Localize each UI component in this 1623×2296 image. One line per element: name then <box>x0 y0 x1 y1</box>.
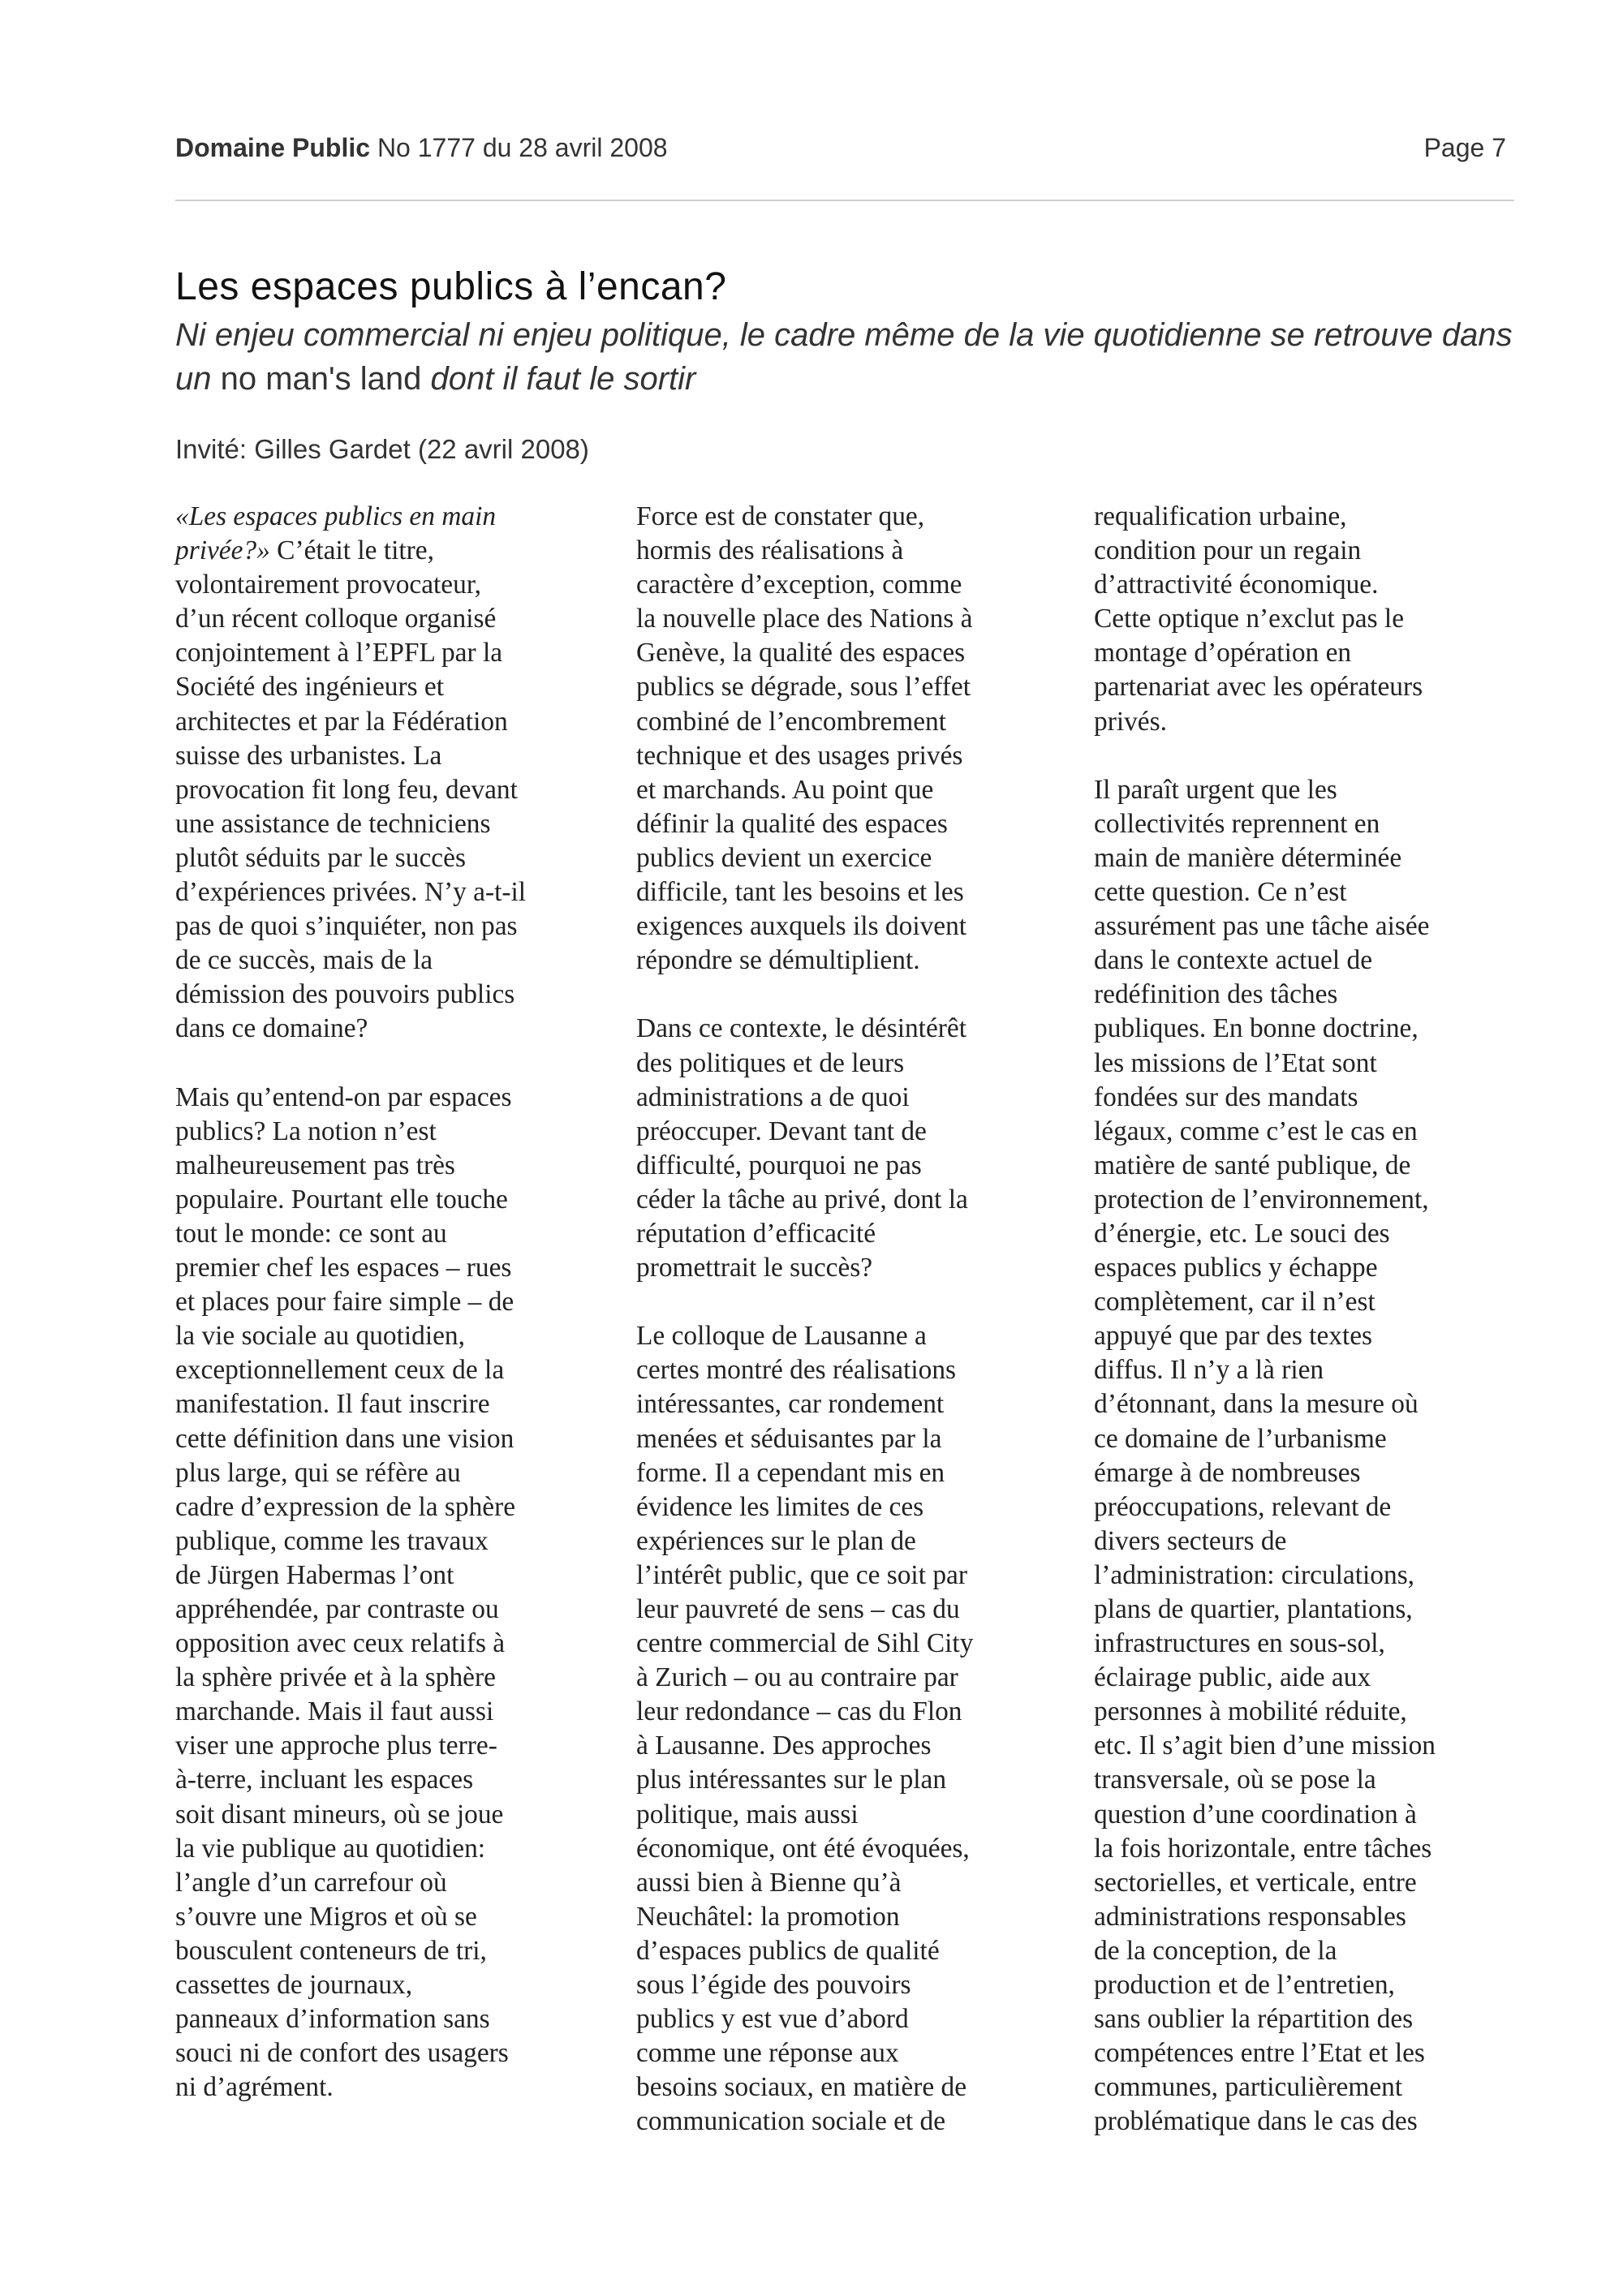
text-line <box>175 534 589 568</box>
text-line: soit disant mineurs, où se joue <box>175 1799 504 1829</box>
text-line: marchande. Mais il faut aussi <box>175 1696 494 1727</box>
paragraph-gap <box>636 1285 1050 1319</box>
text-line: architectes et par la Fédération <box>175 706 508 737</box>
text-line: publics devient un exercice <box>636 842 932 873</box>
text-line: combiné de l’encombrement <box>636 706 946 737</box>
text-line: éclairage public, aide aux <box>1094 1662 1371 1693</box>
text-line: Genève, la qualité des espaces <box>636 638 966 669</box>
text-line: main de manière déterminée <box>1094 842 1402 873</box>
text-line: de Jürgen Habermas l’ont <box>175 1559 454 1590</box>
text-line: démission des pouvoirs publics <box>175 979 515 1010</box>
text-line: besoins sociaux, en matière de <box>636 2072 967 2103</box>
subtitle-part-1: Ni enjeu commercial ni enjeu politique, le cadre même de la vie quotidienne se retrouve dans un <box>175 317 1513 397</box>
text-line: partenariat avec les opérateurs <box>1094 672 1423 703</box>
text-line: l’angle d’un carrefour où <box>175 1867 447 1898</box>
text-line: préoccuper. Devant tant de <box>636 1116 927 1146</box>
text-line: Neuchâtel: la promotion <box>636 1901 900 1932</box>
text-line: à Lausanne. Des approches <box>636 1731 932 1761</box>
text-line: difficulté, pourquoi ne pas <box>636 1150 922 1180</box>
text-line: et marchands. Au point que <box>636 774 934 805</box>
text-line: sans oublier la répartition des <box>1094 2004 1414 2035</box>
text-line: la sphère privée et à la sphère <box>175 1662 496 1693</box>
text-line-rest: C’était le titre, <box>269 535 434 566</box>
text-line: cadre d’expression de la sphère <box>175 1491 516 1522</box>
text-line: promettrait le succès? <box>636 1253 873 1283</box>
text-line: problématique dans le cas des <box>1094 2106 1418 2137</box>
text-line: plus large, qui se réfère au <box>175 1457 461 1488</box>
text-line: «Les espaces publics en main <box>175 501 497 531</box>
text-line: comme une réponse aux <box>636 2038 899 2069</box>
text-line: collectivités reprennent en <box>1094 808 1380 839</box>
text-line: centre commercial de Sihl City <box>636 1628 974 1659</box>
text-line: légaux, comme c’est le cas en <box>1094 1116 1418 1146</box>
page-number: Page 7 <box>1423 133 1506 162</box>
text-line: complètement, car il n’est <box>1094 1287 1375 1318</box>
text-line: l’administration: circulations, <box>1094 1559 1415 1590</box>
paragraph-gap <box>636 978 1050 1012</box>
text-line: ni d’agrément. <box>175 2072 334 2103</box>
text-line: réputation d’efficacité <box>636 1218 876 1249</box>
text-line: leur redondance – cas du Flon <box>636 1696 962 1727</box>
text-line: appuyé que par des textes <box>1094 1321 1373 1352</box>
text-line: technique et des usages privés <box>636 740 963 771</box>
text-line: intéressantes, car rondement <box>636 1389 945 1420</box>
page-header <box>175 133 1514 166</box>
text-line: suisse des urbanistes. La <box>175 740 442 771</box>
text-line: volontairement provocateur, <box>175 570 481 600</box>
text-line: difficile, tant les besoins et les <box>636 877 964 908</box>
text-line: panneaux d’information sans <box>175 2004 490 2035</box>
issue-info: No 1777 du 28 avril 2008 <box>377 133 668 162</box>
header-divider <box>175 200 1514 201</box>
text-line: tout le monde: ce sont au <box>175 1218 447 1249</box>
text-line: aussi bien à Bienne qu’à <box>636 1867 902 1898</box>
text-line: publique, comme les travaux <box>175 1525 489 1556</box>
text-line: montage d’opération en <box>1094 638 1352 669</box>
text-line: d’un récent colloque organisé <box>175 604 497 634</box>
text-line: exigences auxquels ils doivent <box>636 911 967 942</box>
text-line: administrations responsables <box>1094 1901 1406 1932</box>
text-line: une assistance de techniciens <box>175 808 491 839</box>
paragraph <box>636 1012 1050 1285</box>
text-line: provocation fit long feu, devant <box>175 774 518 805</box>
text-line: d’expériences privées. N’y a-t-il <box>175 877 527 908</box>
article-subtitle <box>175 313 1522 401</box>
text-line: espaces publics y échappe <box>1094 1253 1378 1283</box>
text-line: politique, mais aussi <box>636 1799 859 1829</box>
text-line: dans le contexte actuel de <box>1094 945 1373 976</box>
text-line: souci ni de confort des usagers <box>175 2038 509 2069</box>
text-line: pas de quoi s’inquiéter, non pas <box>175 911 518 942</box>
text-line: production et de l’entretien, <box>1094 1970 1395 2001</box>
text-line: plutôt séduits par le succès <box>175 842 466 873</box>
text-column-3 <box>1094 500 1508 2139</box>
text-line: des politiques et de leurs <box>636 1047 905 1078</box>
text-line: Force est de constater que, <box>636 501 925 531</box>
text-line: économique, ont été évoquées, <box>636 1833 970 1864</box>
text-line: à-terre, incluant les espaces <box>175 1765 474 1795</box>
text-line: cette question. Ce n’est <box>1094 877 1347 908</box>
text-line: publics se dégrade, sous l’effet <box>636 672 971 703</box>
text-line: communication sociale et de <box>636 2106 946 2137</box>
text-line: exceptionnellement ceux de la <box>175 1355 505 1386</box>
subtitle-part-2: no man's land <box>211 361 431 397</box>
text-line: communes, particulièrement <box>1094 2072 1403 2103</box>
article-title: Les espaces publics à l’encan? <box>175 265 727 308</box>
text-line: Le colloque de Lausanne a <box>636 1321 927 1352</box>
text-line: requalification urbaine, <box>1094 501 1347 531</box>
text-line: Dans ce contexte, le désintérêt <box>636 1013 966 1044</box>
text-line: personnes à mobilité réduite, <box>1094 1696 1407 1727</box>
text-line: divers secteurs de <box>1094 1525 1287 1556</box>
text-line: d’espaces publics de qualité <box>636 1935 940 1966</box>
text-line: etc. Il s’agit bien d’une mission <box>1094 1731 1436 1761</box>
text-line: Société des ingénieurs et <box>175 672 445 703</box>
article-byline: Invité: Gilles Gardet (22 avril 2008) <box>175 434 589 464</box>
paragraph <box>175 568 589 1046</box>
text-line: viser une approche plus terre- <box>175 1731 497 1761</box>
text-line: sous l’égide des pouvoirs <box>636 1970 911 2001</box>
text-line: infrastructures en sous-sol, <box>1094 1628 1385 1659</box>
text-line: conjointement à l’EPFL par la <box>175 638 503 669</box>
paragraph-gap <box>1094 739 1508 773</box>
text-line: condition pour un regain <box>1094 535 1362 566</box>
paragraph <box>636 1319 1050 2139</box>
text-line: d’étonnant, dans la mesure où <box>1094 1389 1419 1420</box>
text-line-italic: privée?» <box>175 535 270 566</box>
paragraph-gap <box>175 1047 589 1081</box>
text-line: privés. <box>1094 706 1167 737</box>
text-line: de la conception, de la <box>1094 1935 1337 1966</box>
text-line: définir la qualité des espaces <box>636 808 948 839</box>
text-line: compétences entre l’Etat et les <box>1094 2038 1425 2069</box>
text-line: fondées sur des mandats <box>1094 1081 1358 1112</box>
text-line: premier chef les espaces – rues <box>175 1253 512 1283</box>
text-line: la nouvelle place des Nations à <box>636 604 973 634</box>
paragraph <box>1094 500 1508 739</box>
text-line: Mais qu’entend-on par espaces <box>175 1081 512 1112</box>
text-line: question d’une coordination à <box>1094 1799 1417 1829</box>
text-line: évidence les limites de ces <box>636 1491 924 1522</box>
text-line: les missions de l’Etat sont <box>1094 1047 1377 1078</box>
text-line: Cette optique n’exclut pas le <box>1094 604 1405 634</box>
text-column-1 <box>175 500 589 2105</box>
text-line: ce domaine de l’urbanisme <box>1094 1423 1387 1454</box>
text-line: bousculent conteneurs de tri, <box>175 1935 487 1966</box>
text-line: diffus. Il n’y a là rien <box>1094 1355 1324 1386</box>
text-line: de ce succès, mais de la <box>175 945 433 976</box>
text-line: répondre se démultiplient. <box>636 945 920 976</box>
text-line: à Zurich – ou au contraire par <box>636 1662 958 1693</box>
text-line: expériences sur le plan de <box>636 1525 916 1556</box>
text-line: céder la tâche au privé, dont la <box>636 1184 968 1215</box>
paragraph <box>175 1081 589 2105</box>
subtitle-part-3: dont il faut le sortir <box>430 361 696 397</box>
text-line: menées et séduisantes par la <box>636 1423 942 1454</box>
text-line: assurément pas une tâche aisée <box>1094 911 1430 942</box>
text-line: s’ouvre une Migros et où se <box>175 1901 477 1932</box>
text-line: caractère d’exception, comme <box>636 570 962 600</box>
text-line: manifestation. Il faut inscrire <box>175 1389 490 1420</box>
text-line: sectorielles, et verticale, entre <box>1094 1867 1417 1898</box>
text-line: administrations a de quoi <box>636 1081 910 1112</box>
text-line: transversale, où se pose la <box>1094 1765 1376 1795</box>
text-line: cette définition dans une vision <box>175 1423 514 1454</box>
text-line: d’énergie, etc. Le souci des <box>1094 1218 1390 1249</box>
text-line: malheureusement pas très <box>175 1150 455 1180</box>
text-line: la vie sociale au quotidien, <box>175 1321 465 1352</box>
text-line: populaire. Pourtant elle touche <box>175 1184 508 1215</box>
text-line: publics? La notion n’est <box>175 1116 437 1146</box>
text-line: la vie publique au quotidien: <box>175 1833 486 1864</box>
text-line: protection de l’environnement, <box>1094 1184 1429 1215</box>
text-line: publics y est vue d’abord <box>636 2004 909 2035</box>
text-line: redéfinition des tâches <box>1094 979 1338 1010</box>
text-line: et places pour faire simple – de <box>175 1287 514 1318</box>
paragraph <box>1094 773 1508 2139</box>
text-line: dans ce domaine? <box>175 1013 368 1044</box>
text-line: Il paraît urgent que les <box>1094 774 1337 805</box>
text-line: publiques. En bonne doctrine, <box>1094 1013 1419 1044</box>
text-line: certes montré des réalisations <box>636 1355 957 1386</box>
text-line: la fois horizontale, entre tâches <box>1094 1833 1432 1864</box>
text-line: opposition avec ceux relatifs à <box>175 1628 506 1659</box>
text-line: préoccupations, relevant de <box>1094 1491 1392 1522</box>
text-line: cassettes de journaux, <box>175 1970 413 2001</box>
text-line: appréhendée, par contraste ou <box>175 1594 499 1624</box>
paragraph <box>636 500 1050 978</box>
text-line: émarge à de nombreuses <box>1094 1457 1361 1488</box>
text-line: leur pauvreté de sens – cas du <box>636 1594 960 1624</box>
publication-name: Domaine Public <box>175 133 371 162</box>
text-column-2 <box>636 500 1050 2139</box>
text-line: plans de quartier, plantations, <box>1094 1594 1413 1624</box>
text-line: forme. Il a cependant mis en <box>636 1457 945 1488</box>
text-line: matière de santé publique, de <box>1094 1150 1411 1180</box>
text-line: l’intérêt public, que ce soit par <box>636 1559 967 1590</box>
text-line: plus intéressantes sur le plan <box>636 1765 947 1795</box>
text-line: hormis des réalisations à <box>636 535 904 566</box>
text-line: d’attractivité économique. <box>1094 570 1379 600</box>
